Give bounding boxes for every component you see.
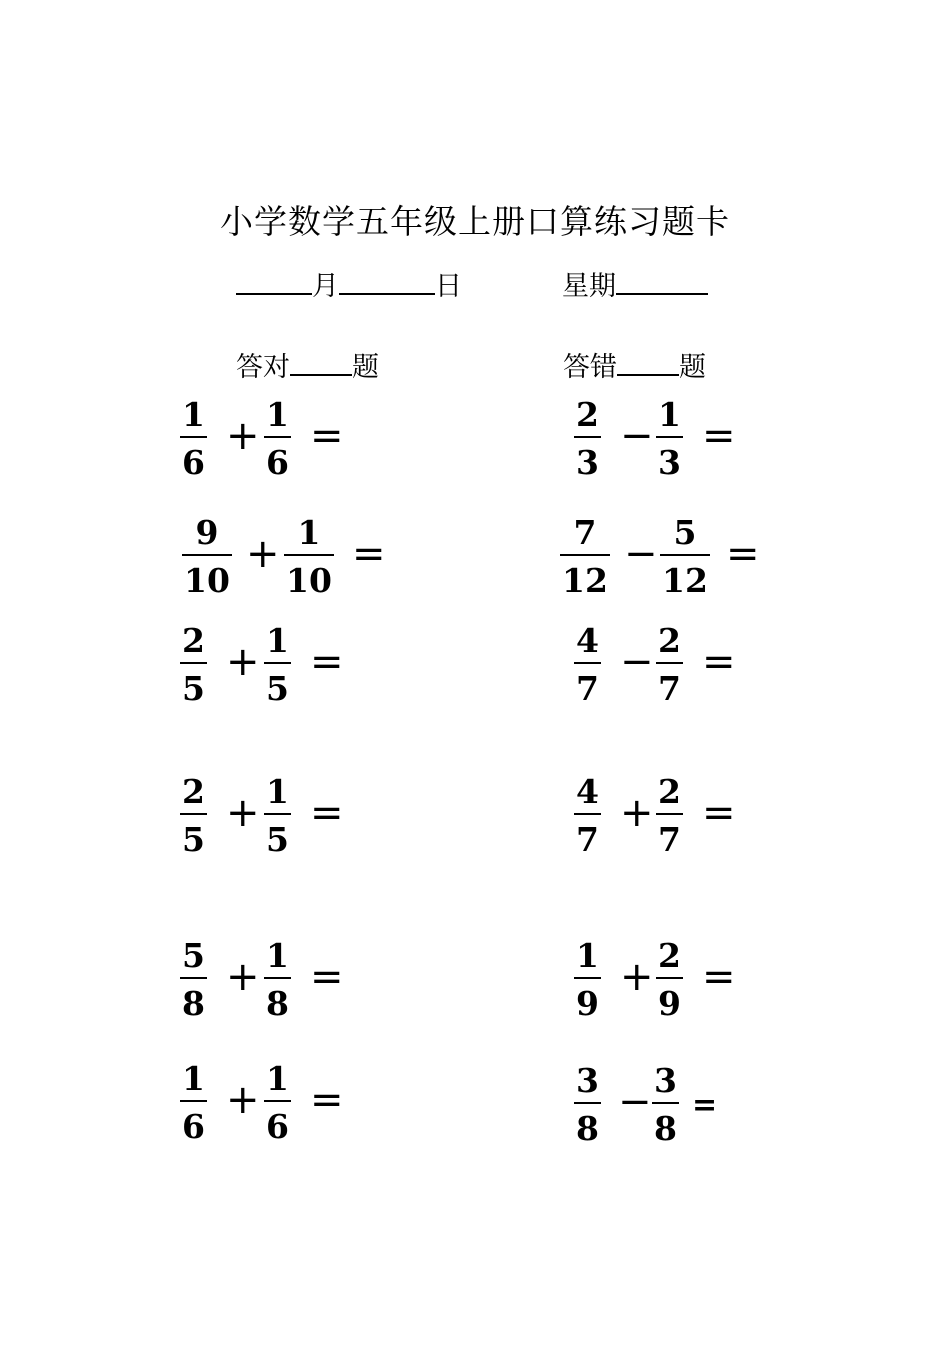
fraction-a: 1 9 (576, 936, 599, 1023)
operator: + (226, 790, 260, 836)
fraction-a: 1 6 (182, 1059, 205, 1146)
day-blank[interactable] (339, 267, 435, 295)
operator: − (618, 1079, 652, 1125)
equals-sign: = (310, 954, 344, 1000)
wrong-suffix: 题 (679, 352, 706, 383)
operator: + (246, 531, 280, 577)
fraction-a: 3 8 (576, 1061, 599, 1148)
fraction-b: 1 10 (286, 513, 332, 600)
fraction-a: 9 10 (184, 513, 230, 600)
fraction-b: 1 3 (658, 395, 681, 482)
equals-sign: = (702, 639, 736, 685)
date-line (236, 264, 462, 303)
fraction-b: 2 7 (658, 772, 681, 859)
equals-sign: = (310, 1077, 344, 1123)
day-label: 日 (435, 271, 462, 302)
problem-right-1 (574, 396, 774, 486)
month-blank[interactable] (236, 267, 312, 295)
operator: + (620, 790, 654, 836)
equals-sign: = (702, 954, 736, 1000)
fraction-a: 1 6 (182, 395, 205, 482)
problem-left-5 (180, 937, 380, 1027)
fraction-b: 2 7 (658, 621, 681, 708)
fraction-b: 1 6 (266, 1059, 289, 1146)
fraction-b: 3 8 (654, 1061, 677, 1148)
problem-right-2 (558, 514, 778, 604)
equals-sign: = (702, 413, 736, 459)
weekday-line (562, 264, 708, 303)
problem-right-3 (574, 622, 774, 712)
operator: − (620, 639, 654, 685)
operator: + (226, 1077, 260, 1123)
fraction-a: 2 5 (182, 621, 205, 708)
weekday-label: 星期 (562, 271, 616, 302)
wrong-count-line (563, 345, 706, 384)
problem-left-2 (180, 514, 400, 604)
month-label: 月 (312, 271, 339, 302)
fraction-a: 7 12 (562, 513, 608, 600)
operator: − (620, 413, 654, 459)
equals-sign: = (726, 531, 760, 577)
wrong-blank[interactable] (617, 348, 679, 376)
operator: + (226, 413, 260, 459)
correct-blank[interactable] (290, 348, 352, 376)
equals-sign: = (310, 790, 344, 836)
fraction-b: 1 5 (266, 621, 289, 708)
problem-right-4 (574, 773, 774, 863)
operator: + (620, 954, 654, 1000)
problem-left-4 (180, 773, 380, 863)
equals-sign: = (692, 1088, 718, 1123)
problem-right-6 (574, 1062, 774, 1152)
operator: + (226, 954, 260, 1000)
equals-sign: = (310, 639, 344, 685)
fraction-b: 1 5 (266, 772, 289, 859)
equals-sign: = (310, 413, 344, 459)
problem-left-1 (180, 396, 380, 486)
wrong-prefix: 答错 (563, 352, 617, 383)
problem-left-3 (180, 622, 380, 712)
fraction-b: 1 8 (266, 936, 289, 1023)
fraction-a: 4 7 (576, 772, 599, 859)
correct-prefix: 答对 (236, 352, 290, 383)
correct-count-line (236, 345, 379, 384)
problem-right-5 (574, 937, 774, 1027)
equals-sign: = (352, 531, 386, 577)
page-title: 小学数学五年级上册口算练习题卡 (220, 202, 730, 241)
problem-left-6 (180, 1060, 380, 1150)
fraction-a: 5 8 (182, 936, 205, 1023)
operator: − (624, 531, 658, 577)
fraction-a: 2 5 (182, 772, 205, 859)
fraction-b: 1 6 (266, 395, 289, 482)
equals-sign: = (702, 790, 736, 836)
correct-suffix: 题 (352, 352, 379, 383)
fraction-a: 4 7 (576, 621, 599, 708)
operator: + (226, 639, 260, 685)
fraction-b: 2 9 (658, 936, 681, 1023)
fraction-a: 2 3 (576, 395, 599, 482)
weekday-blank[interactable] (616, 267, 708, 295)
fraction-b: 5 12 (662, 513, 708, 600)
